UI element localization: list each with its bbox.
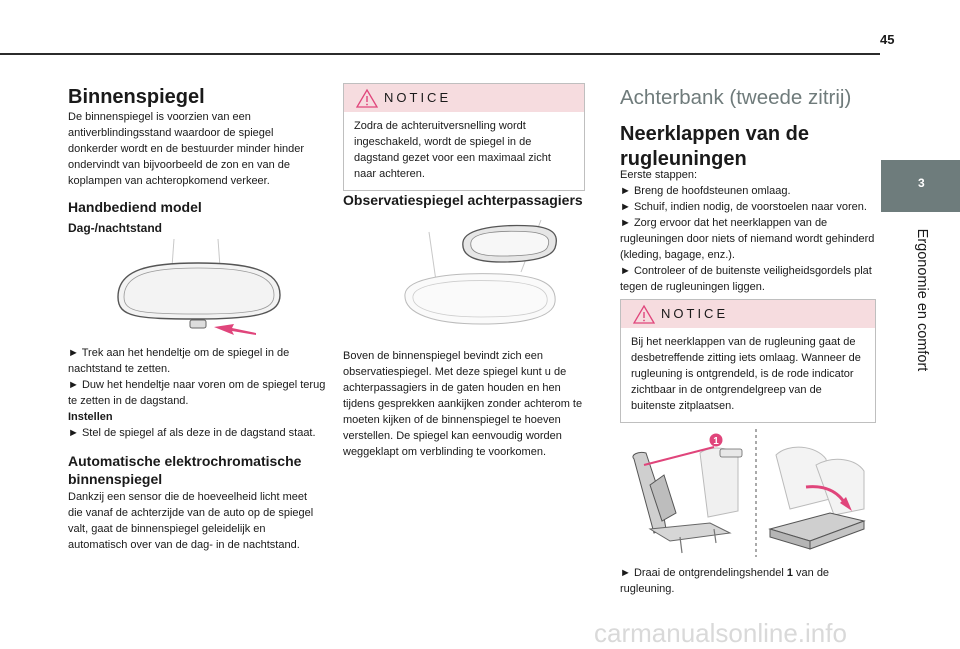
watermark: carmanualsonline.info — [594, 618, 847, 648]
step-clear-obstruction: ► Zorg ervoor dat het neerklappen van de rugleuningen door niets of niemand wordt gehinderd (kleding, bagage, enz.). — [620, 217, 875, 261]
header-rule — [0, 53, 880, 55]
chapter-title: Ergonomie en comfort — [914, 228, 930, 372]
chapter-title-vertical — [912, 212, 932, 392]
callout-number: 1 — [713, 436, 719, 447]
adjust-label: Instellen — [68, 411, 113, 423]
step-day-position: ► Duw het hendeltje naar voren om de spiegel terug te zetten in de dagstand. — [68, 379, 326, 407]
final-step-post: van de rugleuning. — [620, 567, 830, 595]
rearview-mirror-illustration — [110, 237, 290, 342]
warning-triangle-icon — [633, 304, 655, 324]
notice-header — [344, 84, 584, 112]
step-adjust: ► Stel de spiegel af als deze in de dagstand staat. — [68, 427, 316, 439]
step-headrests: ► Breng de hoofdsteunen omlaag. — [620, 185, 791, 197]
notice-label: NOTICE — [384, 90, 452, 105]
fold-backrests-heading: Neerklappen van de rugleuningen — [620, 123, 809, 170]
warning-triangle-icon — [356, 88, 378, 108]
chapter-number: 3 — [918, 176, 925, 190]
section-title-binnenspiegel: Binnenspiegel — [68, 86, 205, 108]
day-night-label: Dag-/nachtstand — [68, 221, 163, 235]
final-step — [620, 565, 875, 597]
notice-box-reverse — [343, 83, 585, 191]
notice-header — [621, 300, 875, 328]
manual-model-heading: Handbediend model — [68, 199, 202, 215]
first-steps-label: Eerste stappen: — [620, 169, 698, 181]
auto-mirror-paragraph: Dankzij een sensor die de hoeveelheid licht meet die vanaf de achterzijde van de auto op de spiegel valt, gaat de binnenspiegel geleidelijk en automatisch over van de dag- in de nachtstand. — [68, 491, 314, 551]
step-seatbelts: ► Controleer of de buitenste veiligheidsgordels plat tegen de rugleuningen liggen. — [620, 265, 872, 293]
rear-seat-fold-illustration — [620, 425, 875, 560]
observation-mirror-illustration — [391, 212, 591, 342]
notice-text: Bij het neerklappen van de rugleuning gaat de desbetreffende zitting iets omlaag. Wanneer de rugleuning is ontgrendeld, is de rode indicator zichtbaar in de ontgrendelgreep van de buitenste zitplaatsen. — [631, 336, 861, 412]
step-front-seats: ► Schuif, indien nodig, de voorstoelen naar voren. — [620, 201, 867, 213]
final-step-pre: ► Draai de ontgrendelingshendel — [620, 567, 787, 579]
observation-mirror-paragraph: Boven de binnenspiegel bevindt zich een observatiespiegel. Met deze spiegel kunt u de achterpassagiers in de gaten houden en hen tijdens gesprekken aankijken zonder achterom te moeten kijken of de binnenspiegel te hoeven verstellen. De spiegel kan eenvoudig worden weggeklapt om verblinding te voorkomen. — [343, 350, 583, 458]
chapter-tab[interactable] — [881, 160, 960, 212]
step-night-position: ► Trek aan het hendeltje om de spiegel in de nachtstand te zetten. — [68, 347, 290, 375]
section-title-rear-bench: Achterbank (tweede zitrij) — [620, 86, 852, 109]
notice-label: NOTICE — [661, 306, 729, 321]
intro-paragraph: De binnenspiegel is voorzien van een antiverblindingsstand waardoor de spiegel donkerder wordt en de bestuurder minder hinder ondervindt van bijvoorbeeld de zon en van de koplampen van achteropkomend verkeer. — [68, 111, 305, 187]
notice-box-backrest — [620, 299, 876, 423]
page-number: 45 — [880, 32, 895, 47]
auto-mirror-heading: Automatische elektrochromatische binnenspiegel — [68, 453, 302, 487]
final-step-number: 1 — [786, 567, 793, 579]
notice-text: Zodra de achteruitversnelling wordt ingeschakeld, wordt de spiegel in de dagstand gezet voor een maximaal zicht naar achteren. — [354, 120, 551, 180]
observation-mirror-heading: Observatiespiegel achterpassagiers — [343, 192, 583, 208]
